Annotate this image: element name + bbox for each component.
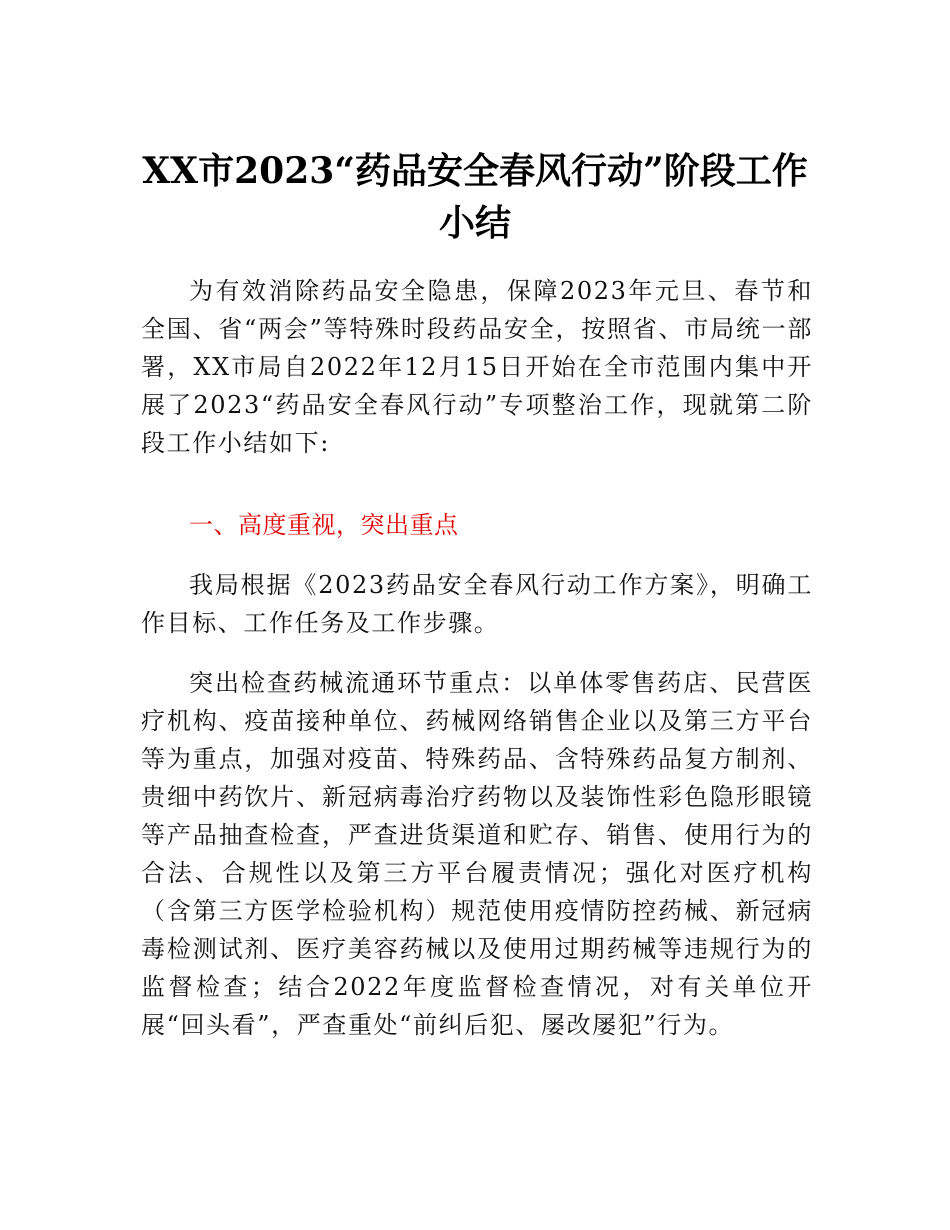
document-title-line-2: 小结 — [438, 202, 511, 244]
inspection-focus-paragraph: 突出检查药械流通环节重点：以单体零售药店、民营医疗机构、疫苗接种单位、药械网络销售企业以及第三方平台等为重点，加强对疫苗、特殊药品、含特殊药品复方制剂、贵细中药饮片、新冠病毒治疗药物以及装饰性彩色隐形眼镜等产品抽查检查，严查进货渠道和贮存、销售、使用行为的合法、合规性以及第三方平台履责情况；强化对医疗机构（含第三方医学检验机构）规范使用疫情防控药械、新冠病毒检测试剂、医疗美容药械以及使用过期药械等违规行为的监督检查；结合2022年度监督检查情况，对有关单位开展“回头看”，严查重处“前纠后犯、屡改屡犯”行为。 — [141, 669, 813, 1039]
section-heading: 一、高度重视，突出重点 — [189, 511, 459, 539]
plan-paragraph: 我局根据《2023药品安全春风行动工作方案》，明确工作目标、工作任务及工作步骤。 — [141, 571, 813, 637]
document-title-line-1: XX市2023“药品安全春风行动”阶段工作 — [142, 150, 808, 192]
intro-paragraph: 为有效消除药品安全隐患，保障2023年元旦、春节和全国、省“两会”等特殊时段药品安全，按照省、市局统一部署，XX市局自2022年12月15日开始在全市范围内集中开展了2023“药品安全春风行动”专项整治工作，现就第二阶段工作小结如下: — [141, 277, 813, 457]
